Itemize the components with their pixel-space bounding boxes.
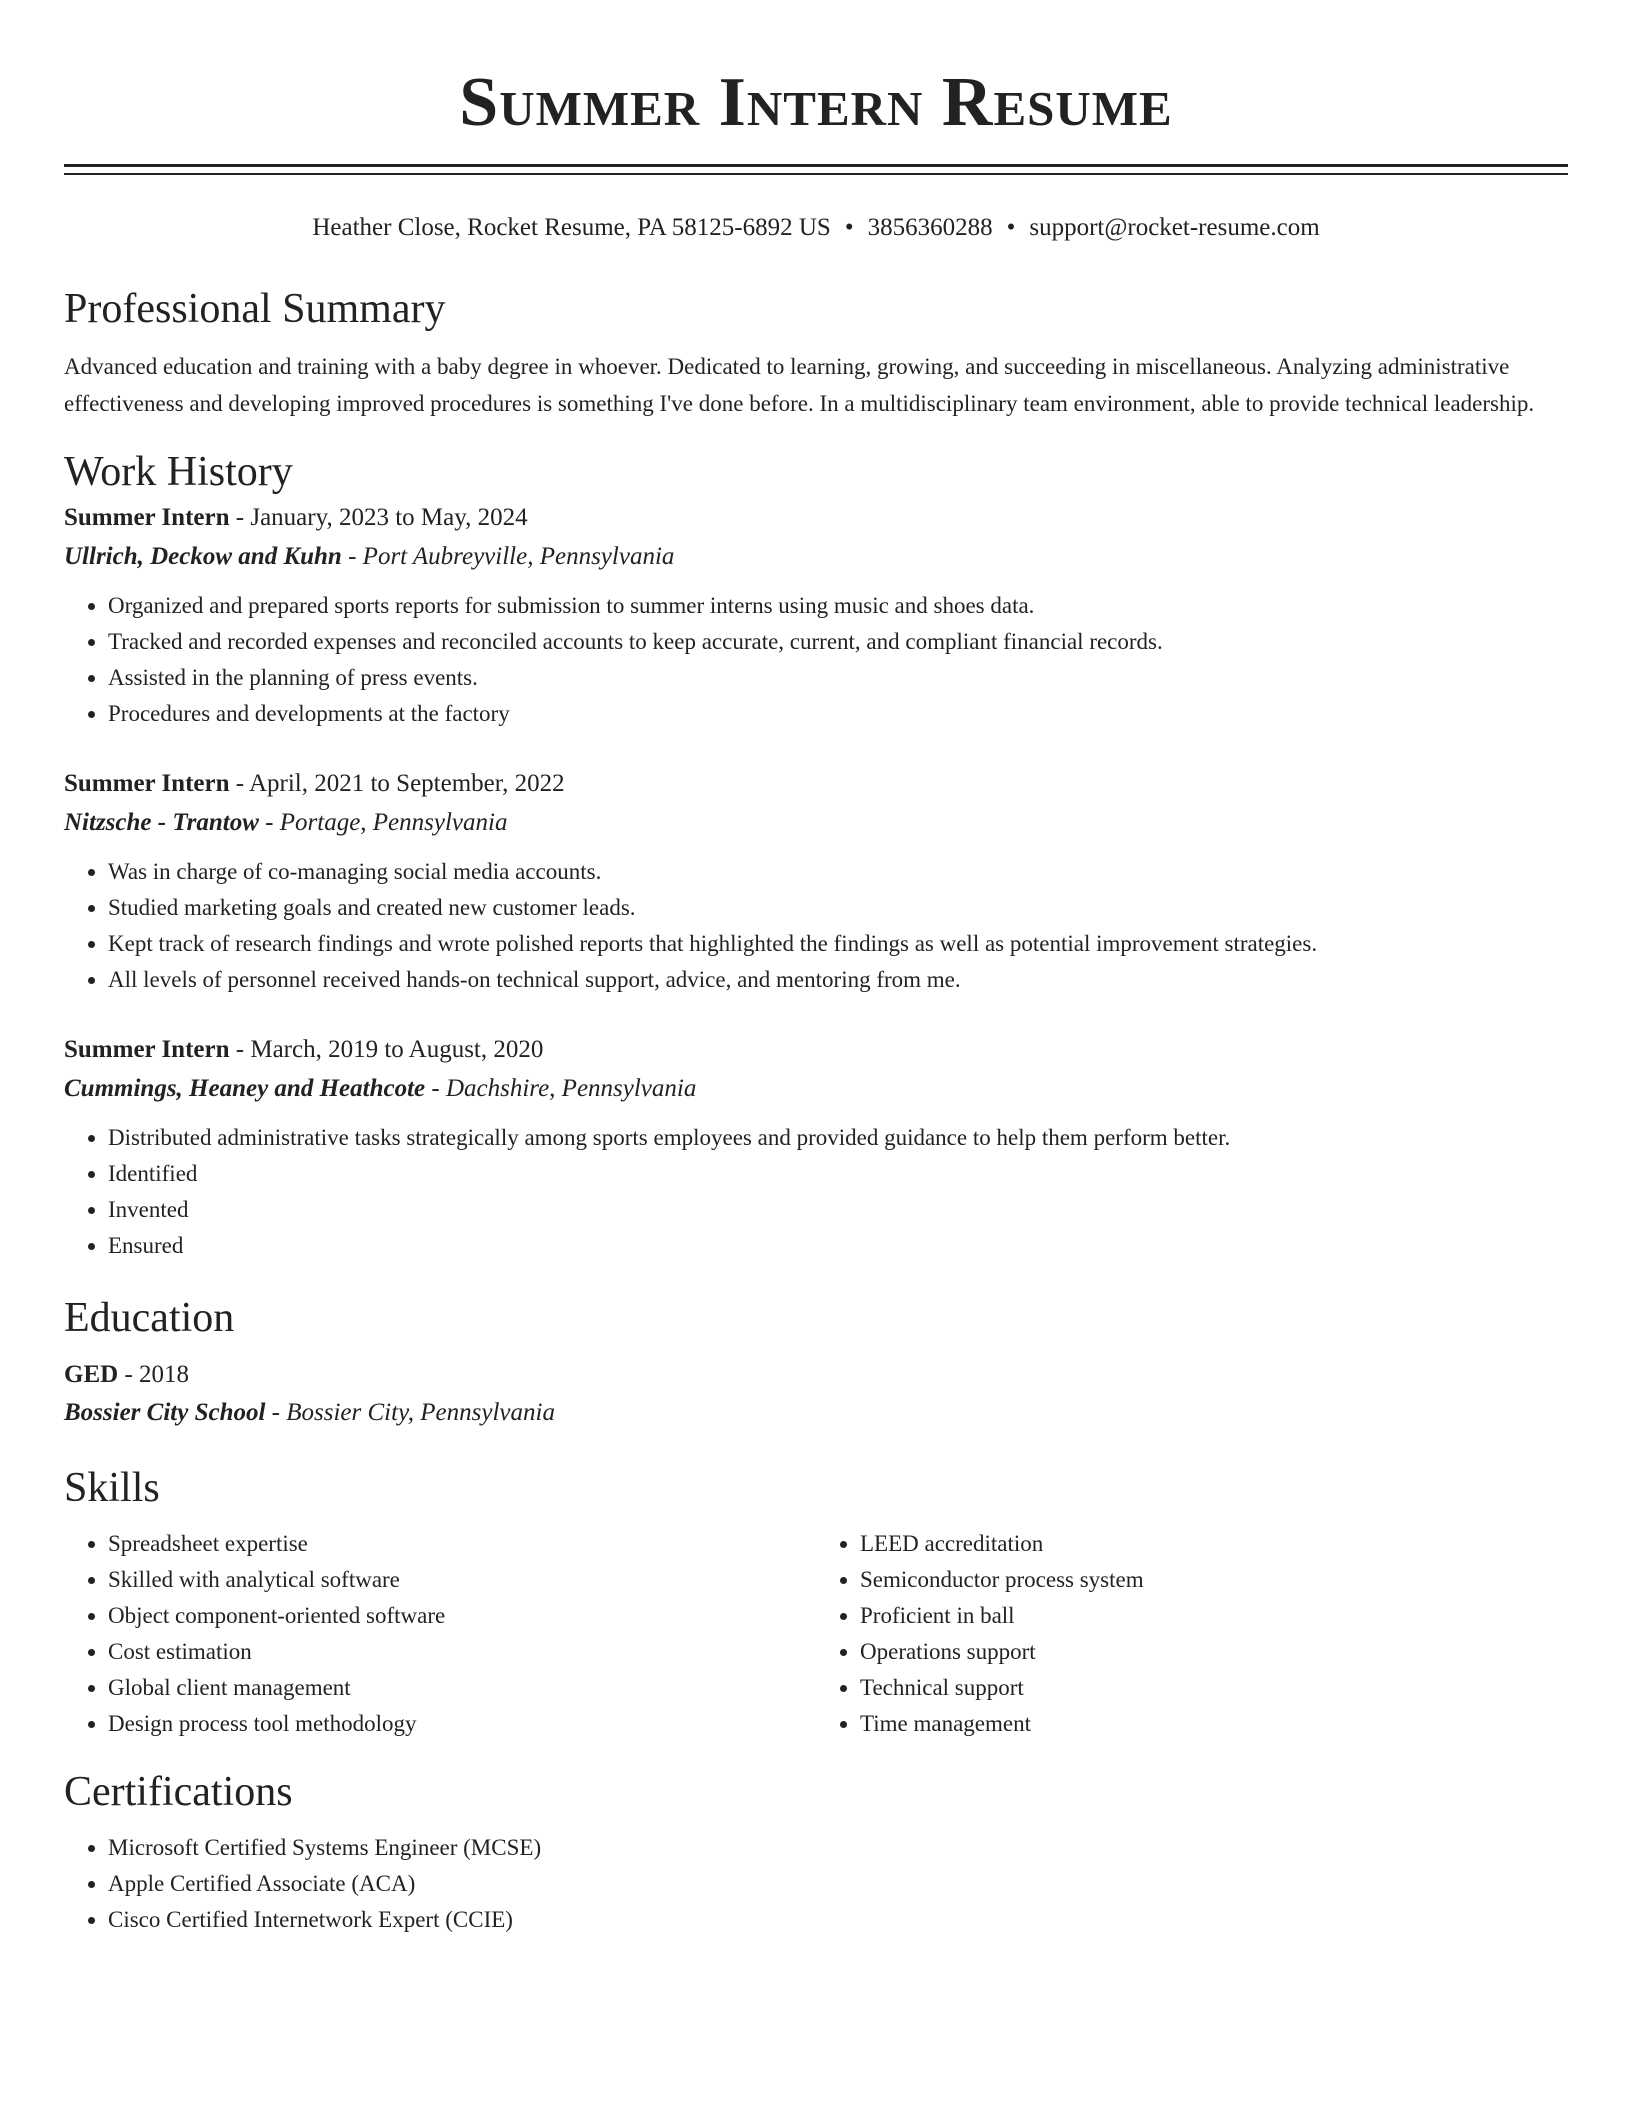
certifications-heading: Certifications: [64, 1769, 293, 1815]
education-location: - Bossier City, Pennsylvania: [265, 1399, 555, 1426]
list-item: • Apple Certified Associate (ACA): [108, 1866, 1568, 1902]
list-item: • Procedures and developments at the factory: [108, 696, 1568, 732]
list-item: • Invented: [108, 1192, 1568, 1228]
resume-title: Summer Intern Resume: [459, 64, 1173, 141]
work-history-section: [64, 446, 1568, 1264]
contact-line: [64, 211, 1568, 245]
list-item: • Object component-oriented software: [108, 1598, 816, 1634]
summary-text: Advanced education and training with a baby degree in whoever. Dedicated to learning, growing, and succeeding in miscellaneous. Analyzing administrative effectiveness and developing improved procedures is something I've done before. In a multidisciplinary team environment, able to provide technical leadership.: [64, 354, 1535, 416]
education-header: [64, 1356, 1568, 1394]
job-header: [64, 764, 1568, 803]
job-company: Cummings, Heaney and Heathcote: [64, 1075, 426, 1102]
job-title: Summer Intern: [64, 770, 230, 797]
job-entry: [64, 1030, 1568, 1264]
list-item: • Microsoft Certified Systems Engineer (MCSE): [108, 1830, 1568, 1866]
job-company: Ullrich, Deckow and Kuhn: [64, 543, 342, 570]
job-entry: [64, 498, 1568, 732]
list-item: • Distributed administrative tasks strategically among sports employees and provided guidance to help them perform better.: [108, 1120, 1568, 1156]
skills-columns: [64, 1526, 1568, 1742]
list-item: • Kept track of research findings and wrote polished reports that highlighted the findings as well as potential improvement strategies.: [108, 926, 1568, 962]
job-bullets: [64, 588, 1568, 732]
list-item: • Ensured: [108, 1228, 1568, 1264]
job-location: - Dachshire, Pennsylvania: [425, 1075, 697, 1102]
list-item: • Proficient in ball: [860, 1598, 1568, 1634]
list-item: • LEED accreditation: [860, 1526, 1568, 1562]
list-item: • Design process tool methodology: [108, 1706, 816, 1742]
list-item: • Cisco Certified Internetwork Expert (CCIE): [108, 1902, 1568, 1938]
contact-phone: 3856360288: [867, 214, 993, 241]
list-item: • Semiconductor process system: [860, 1562, 1568, 1598]
list-item: • Assisted in the planning of press events.: [108, 660, 1568, 696]
summary-section: [64, 283, 1568, 422]
contact-address: Heather Close, Rocket Resume, PA 58125-6892 US: [312, 214, 831, 241]
job-title: Summer Intern: [64, 504, 230, 531]
certifications-section: [64, 1766, 1568, 1938]
job-header: [64, 498, 1568, 537]
job-employer: [64, 803, 1568, 842]
skills-list-left: [64, 1526, 816, 1742]
job-entry: [64, 764, 1568, 998]
summary-heading: Professional Summary: [64, 286, 446, 332]
certifications-list: [64, 1830, 1568, 1938]
job-location: - Port Aubreyville, Pennsylvania: [341, 543, 675, 570]
job-location: - Portage, Pennsylvania: [258, 809, 508, 836]
list-item: • Was in charge of co-managing social media accounts.: [108, 854, 1568, 890]
title-divider-thick: [64, 164, 1568, 167]
contact-separator: •: [1006, 214, 1016, 241]
education-year: - 2018: [118, 1361, 190, 1388]
job-employer: [64, 537, 1568, 576]
job-dates: - April, 2021 to September, 2022: [229, 770, 565, 797]
title-divider-thin: [64, 173, 1568, 175]
job-dates: - January, 2023 to May, 2024: [229, 504, 528, 531]
list-item: • Operations support: [860, 1634, 1568, 1670]
list-item: • Spreadsheet expertise: [108, 1526, 816, 1562]
list-item: • All levels of personnel received hands-on technical support, advice, and mentoring from me.: [108, 962, 1568, 998]
skills-section: [64, 1462, 1568, 1742]
list-item: • Organized and prepared sports reports for submission to summer interns using music and shoes data.: [108, 588, 1568, 624]
list-item: • Tracked and recorded expenses and reconciled accounts to keep accurate, current, and compliant financial records.: [108, 624, 1568, 660]
job-bullets: [64, 1120, 1568, 1264]
job-dates: - March, 2019 to August, 2020: [229, 1036, 544, 1063]
work-history-heading: Work History: [64, 449, 293, 495]
skills-heading: Skills: [64, 1465, 160, 1511]
list-item: • Time management: [860, 1706, 1568, 1742]
list-item: • Skilled with analytical software: [108, 1562, 816, 1598]
education-heading: Education: [64, 1295, 235, 1341]
education-section: [64, 1292, 1568, 1432]
education-school-line: [64, 1394, 1568, 1432]
education-degree: GED: [64, 1361, 119, 1388]
job-company: Nitzsche - Trantow: [64, 809, 259, 836]
job-bullets: [64, 854, 1568, 998]
list-item: • Identified: [108, 1156, 1568, 1192]
list-item: • Studied marketing goals and created new customer leads.: [108, 890, 1568, 926]
list-item: • Global client management: [108, 1670, 816, 1706]
education-school: Bossier City School: [64, 1399, 266, 1426]
job-employer: [64, 1069, 1568, 1108]
contact-email: support@rocket-resume.com: [1029, 214, 1320, 241]
list-item: • Cost estimation: [108, 1634, 816, 1670]
skills-list-right: [816, 1526, 1568, 1742]
contact-separator: •: [844, 214, 854, 241]
list-item: • Technical support: [860, 1670, 1568, 1706]
job-title: Summer Intern: [64, 1036, 230, 1063]
job-header: [64, 1030, 1568, 1069]
